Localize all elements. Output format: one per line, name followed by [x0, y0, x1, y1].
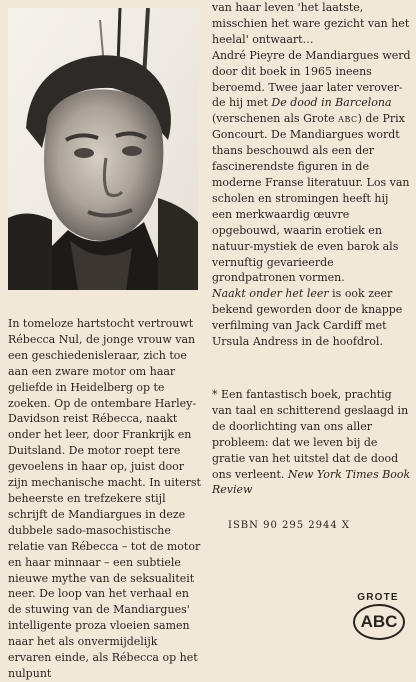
press-quote	[212, 387, 412, 498]
about-author-column	[212, 0, 412, 350]
author-text-a: André Pieyre de Mandiargues werd door dit boek in 1965 ineens beroemd. Twee jaar later verover-de hij met	[212, 48, 411, 110]
author-portrait-photo	[8, 8, 198, 290]
film-text: is ook zeer bekend geworden door de knappe verfilming van Jack Cardiff met Ursula Andress in de hoofdrol.	[212, 287, 403, 349]
book-title-barcelona: De dood in Barcelona	[271, 96, 392, 110]
film-paragraph	[212, 286, 412, 350]
synopsis-text-column	[8, 316, 204, 682]
quote-source: New York Times Book Review	[212, 467, 411, 497]
book-title-naakt: Naakt onder het leer	[212, 287, 329, 301]
logo-top-text: GROTE	[357, 592, 399, 603]
grote-abc-logo	[348, 592, 408, 646]
author-text-b: (verschenen als Grote	[212, 112, 339, 126]
synopsis-continuation: van haar leven 'het laatste, misschien het ware gezicht van het heelal' ontwaart…	[212, 1, 410, 46]
abc-imprint: abc	[338, 112, 358, 126]
author-text-c: ) de Prix Goncourt. De Mandiargues wordt thans beschouwd als een der fascinerendste figuren in de moderne Franse literatuur. Los van scholen en stromingen heeft hij een merkwaardig œuvre opgebouwd, waarin erotiek en natuur-mystiek de even barok als vernuftig gevarieerde grondpatronen vormen.	[212, 112, 410, 285]
author-paragraph	[212, 48, 412, 287]
isbn-number: ISBN 90 295 2944 X	[228, 520, 350, 531]
synopsis-paragraph: In tomeloze hartstocht vertrouwt Rébecca Nul, de jonge vrouw van een geschiedenisleraar, zich toe aan een zware motor om haar geliefde in Heidelberg op te zoeken. Op de ontembare Harley-Davidson reist Rébecca, naakt onder het leer, door Frankrijk en Duitsland. De motor roept tere gevoelens in haar op, juist door zijn mechanische macht. In uiterst beheerste en trefzekere stijl schrijft de Mandiargues in deze dubbele sado-masochistische relatie van Rébecca – tot de motor en haar minnaar – een subtiele nieuwe mythe van de seksualiteit neer. De loop van het verhaal en de stuwing van de Mandiargues' intelligente proza vloeien samen naar het als onvermijdelijk ervaren einde, als Rébecca op het nulpunt	[8, 317, 201, 680]
logo-badge-text: ABC	[353, 604, 405, 640]
quote-text: * Een fantastisch boek, prachtig van taal en schitterend geslaagd in de doorlichting van ons aller probleem: dat we leven bij de gratie van het uitstel dat de dood ons verleent.	[212, 388, 409, 481]
